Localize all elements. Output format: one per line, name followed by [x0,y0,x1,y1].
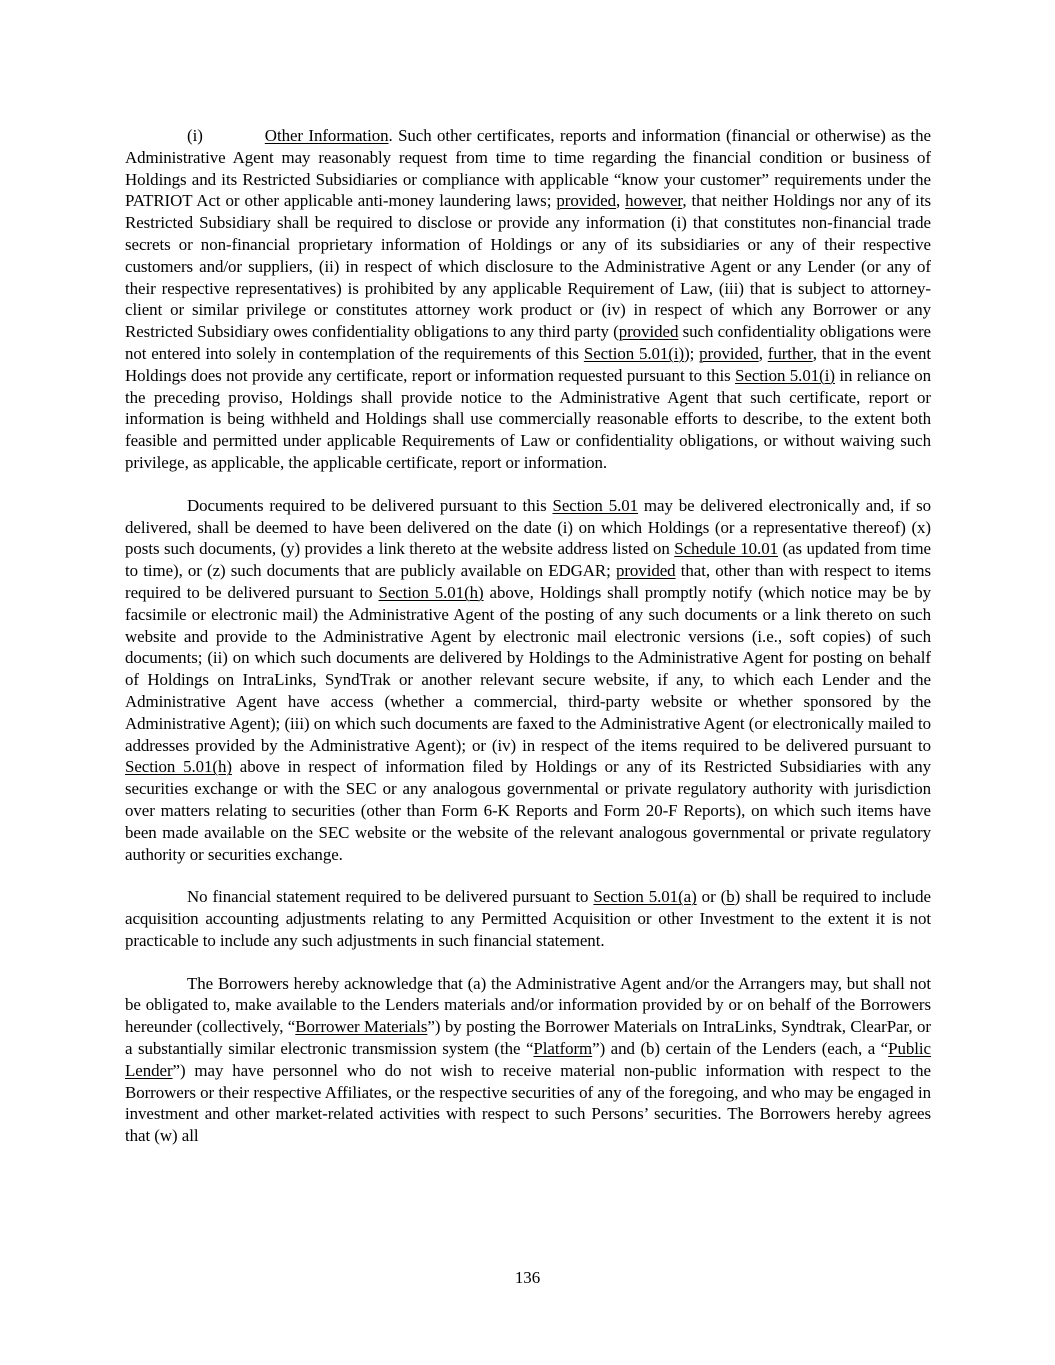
defined-term-provided: provided [556,191,616,211]
section-reference: Section 5.01(h) [125,757,232,777]
section-heading: Other Information [264,126,389,145]
section-reference: Section 5.01(a) [593,887,697,907]
paragraph-other-information: (i) Other Information. Such other certificates, reports and information (financial or otherwise) as the Administrative Agent may reasonably request from time to time regarding the financial condition or business of Holdings and its Restricted Subsidiaries or compliance with applicable “know your customer” requirements under the PATRIOT Act or other applicable anti-money laundering laws; provided, however, that neither Holdings nor any of its Restricted Subsidiary shall be required to disclose or provide any information (i) that constitutes non-financial trade secrets or non-financial proprietary information of Holdings or any of its subsidiaries or any of their respective customers and/or suppliers, (ii) in respect of which disclosure to the Administrative Agent or any Lender (or any of their respective representatives) is prohibited by any applicable Requirement of Law, (iii) that is subject to attorney-client or similar privilege or constitutes attorney work product or (iv) in respect of which any Borrower or any Restricted Subsidiary owes confidentiality obligations to any third party (provided such confidentiality obligations were not entered into solely in contemplation of the requirements of this Section 5.01(i)); provided, further, that in the event Holdings does not provide any certificate, report or information requested pursuant to this Section 5.01(i) in reliance on the preceding proviso, Holdings shall provide notice to the Administrative Agent that such certificate, report or information is being withheld and Holdings shall use commercially reasonable efforts to describe, to the extent both feasible and permitted under applicable Requirements of Law or confidentiality obligations, or without waiving such privilege, as applicable, the applicable certificate, report or information. [125,126,932,472]
defined-term-further: further [767,343,813,363]
page-body [125,125,931,1168]
section-reference: Section 5.01 [552,495,639,515]
paragraph-financial-statements: No financial statement required to be delivered pursuant to Section 5.01(a) or (b) shall be required to include acquisition accounting adjustments relating to any Permitted Acquisition or other Investment to the extent it is not practicable to include any such adjustments in such financial statement. [125,887,931,950]
paragraph-documents-delivery: Documents required to be delivered pursuant to this Section 5.01 may be delivered electronically and, if so delivered, shall be deemed to have been delivered on the date (i) on which Holdings (or a representative thereof) (x) posts such documents, (y) provides a link thereto at the website address listed on Schedule 10.01 (as updated from time to time), or (z) such documents that are publicly available on EDGAR; provided that, other than with respect to items required to be delivered pursuant to Section 5.01(h) above, Holdings shall promptly notify (which notice may be by facsimile or electronic mail) the Administrative Agent of the posting of any such documents or a link thereto on such website and provide to the Administrative Agent by electronic mail electronic versions (i.e., soft copies) of such documents; (ii) on which such documents are delivered by Holdings to the Administrative Agent for posting on behalf of Holdings on IntraLinks, SyndTrak or another relevant secure website, if any, to which each Lender and the Administrative Agent have access (whether a commercial, third-party website or whether sponsored by the Administrative Agent); (iii) on which such documents are faxed to the Administrative Agent (or electronically mailed to addresses provided by the Administrative Agent); or (iv) in respect of the items required to be delivered pursuant to Section 5.01(h) above in respect of information filed by Holdings or any of its Restricted Subsidiaries with any securities exchange or with the SEC or any analogous governmental or private regulatory authority with jurisdiction over matters relating to securities (other than Form 6-K Reports and Form 20-F Reports), on which such items have been made available on the SEC website or the website of the relevant analogous governmental or private regulatory authority or securities exchange. [125,495,931,864]
paragraph-borrower-materials: The Borrowers hereby acknowledge that (a) the Administrative Agent and/or the Arrangers may, but shall not be obligated to, make available to the Lenders materials and/or information provided by or on behalf of the Borrowers hereunder (collectively, “Borrower Materials”) by posting the Borrower Materials on IntraLinks, Syndtrak, ClearPar, or a substantially similar electronic transmission system (the “Platform”) and (b) certain of the Lenders (each, a “Public Lender”) may have personnel who do not wish to receive material non-public information with respect to the Borrowers or their respective Affiliates, or the respective securities of any of the foregoing, and who may be engaged in investment and other market-related activities with respect to such Persons’ securities. The Borrowers hereby agrees that (w) all [125,973,932,1146]
defined-term-provided: provided [618,322,679,342]
section-reference: b [726,887,735,907]
defined-term-provided: provided [615,561,676,581]
page-number: 136 [514,1268,541,1287]
defined-term-however: however [625,191,683,211]
item-number: (i) [187,126,203,145]
schedule-reference: Schedule 10.01 [674,539,778,559]
defined-term-provided: provided [699,343,759,363]
section-reference: Section 5.01(i) [735,365,835,385]
defined-term-borrower-materials: Borrower Materials [295,1017,428,1037]
defined-term-public-lender: Public Lender [125,1039,932,1080]
section-reference: Section 5.01(i) [583,343,685,363]
defined-term-platform: Platform [533,1039,593,1059]
section-reference: Section 5.01(h) [378,582,484,602]
